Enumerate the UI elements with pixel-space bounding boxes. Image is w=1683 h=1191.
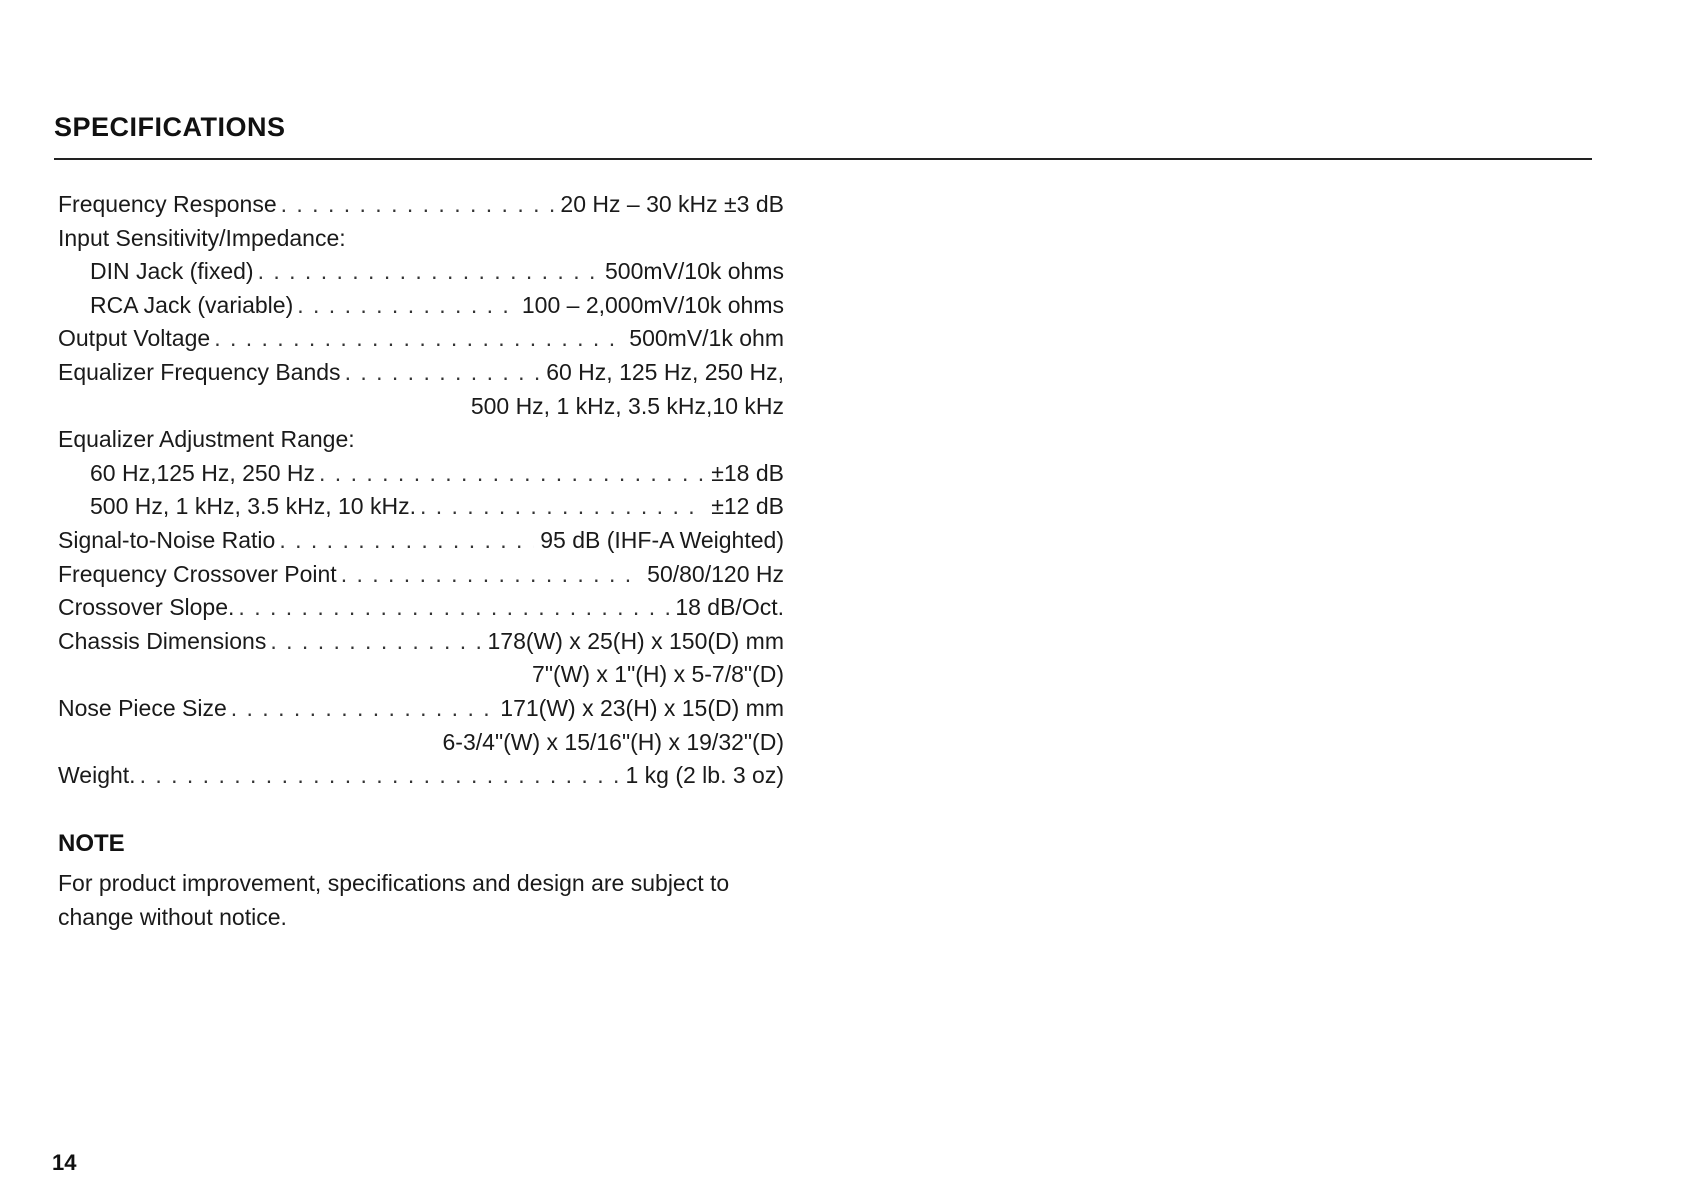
spec-value: 20 Hz – 30 kHz ±3 dB <box>560 191 784 217</box>
spec-output-voltage <box>58 322 784 356</box>
spec-subheading: Equalizer Adjustment Range: <box>58 426 355 453</box>
spec-range-high-bands <box>58 490 784 524</box>
spec-label: Equalizer Frequency Bands <box>58 358 341 385</box>
spec-value: 60 Hz, 125 Hz, 250 Hz, <box>546 358 784 385</box>
spec-crossover-slope <box>58 591 784 625</box>
spec-value: ±12 dB <box>711 493 784 520</box>
dot-leader <box>140 759 620 793</box>
dot-leader <box>281 188 555 222</box>
dot-leader <box>270 625 481 659</box>
dot-leader <box>231 692 495 726</box>
spec-value: 50/80/120 Hz <box>647 560 784 587</box>
spec-value-continued: 500 Hz, 1 kHz, 3.5 kHz,10 kHz <box>470 392 784 419</box>
dot-leader <box>345 356 541 390</box>
spec-value: 500mV/10k ohms <box>605 258 784 285</box>
dot-leader <box>297 289 516 323</box>
dot-leader <box>238 591 669 625</box>
note-text: For product improvement, specifications and design are subject to change without notice. <box>58 870 730 930</box>
spec-rca-jack <box>58 289 784 323</box>
spec-value: 1 kg (2 lb. 3 oz) <box>625 762 784 789</box>
spec-value: 95 dB (IHF-A Weighted) <box>540 526 784 553</box>
spec-signal-to-noise <box>58 524 784 558</box>
spec-label: Nose Piece Size <box>58 694 227 721</box>
spec-value: 171(W) x 23(H) x 15(D) mm <box>500 694 784 721</box>
dot-leader <box>258 255 599 289</box>
spec-nose-piece-size <box>58 692 784 726</box>
dot-leader <box>319 457 705 491</box>
spec-nose-piece-size-continued <box>58 726 784 760</box>
spec-label: Chassis Dimensions <box>58 627 267 654</box>
spec-label: Frequency Crossover Point <box>58 560 337 587</box>
dot-leader <box>420 490 705 524</box>
specifications-list <box>58 188 784 793</box>
spec-subheading: Input Sensitivity/Impedance: <box>58 224 346 251</box>
spec-label: 60 Hz,125 Hz, 250 Hz <box>90 459 316 486</box>
spec-value-continued: 6-3/4"(W) x 15/16"(H) x 19/32"(D) <box>442 728 784 755</box>
note-heading: NOTE <box>58 830 125 857</box>
spec-chassis-dimensions-continued <box>58 658 784 692</box>
dot-leader <box>279 524 534 558</box>
spec-label: Frequency Response <box>58 191 277 217</box>
spec-input-sensitivity-heading <box>58 222 784 256</box>
spec-value: ±18 dB <box>711 459 784 486</box>
spec-equalizer-bands <box>58 356 784 390</box>
spec-label: DIN Jack (fixed) <box>90 258 254 285</box>
spec-value: 100 – 2,000mV/10k ohms <box>521 291 784 318</box>
spec-value: 18 dB/Oct. <box>675 594 784 621</box>
spec-value: 178(W) x 25(H) x 150(D) mm <box>487 627 784 654</box>
spec-label: RCA Jack (variable) <box>90 291 294 318</box>
page-title: SPECIFICATIONS <box>54 112 286 142</box>
spec-frequency-response <box>58 188 784 222</box>
spec-label: 500 Hz, 1 kHz, 3.5 kHz, 10 kHz. <box>90 493 416 520</box>
spec-label: Weight. <box>58 762 136 789</box>
spec-weight <box>58 759 784 793</box>
spec-din-jack <box>58 255 784 289</box>
spec-range-low-bands <box>58 457 784 491</box>
spec-label: Signal-to-Noise Ratio <box>58 526 276 553</box>
spec-crossover-point <box>58 558 784 592</box>
spec-value-continued: 7"(W) x 1"(H) x 5-7/8"(D) <box>532 661 784 688</box>
dot-leader <box>341 558 641 592</box>
spec-equalizer-bands-continued <box>58 390 784 424</box>
spec-label: Output Voltage <box>58 325 211 352</box>
page-number: 14 <box>52 1150 77 1175</box>
spec-chassis-dimensions <box>58 625 784 659</box>
spec-label: Crossover Slope. <box>58 594 235 621</box>
dot-leader <box>214 322 623 356</box>
title-divider <box>54 158 1592 160</box>
spec-equalizer-range-heading <box>58 423 784 457</box>
spec-value: 500mV/1k ohm <box>629 325 784 352</box>
